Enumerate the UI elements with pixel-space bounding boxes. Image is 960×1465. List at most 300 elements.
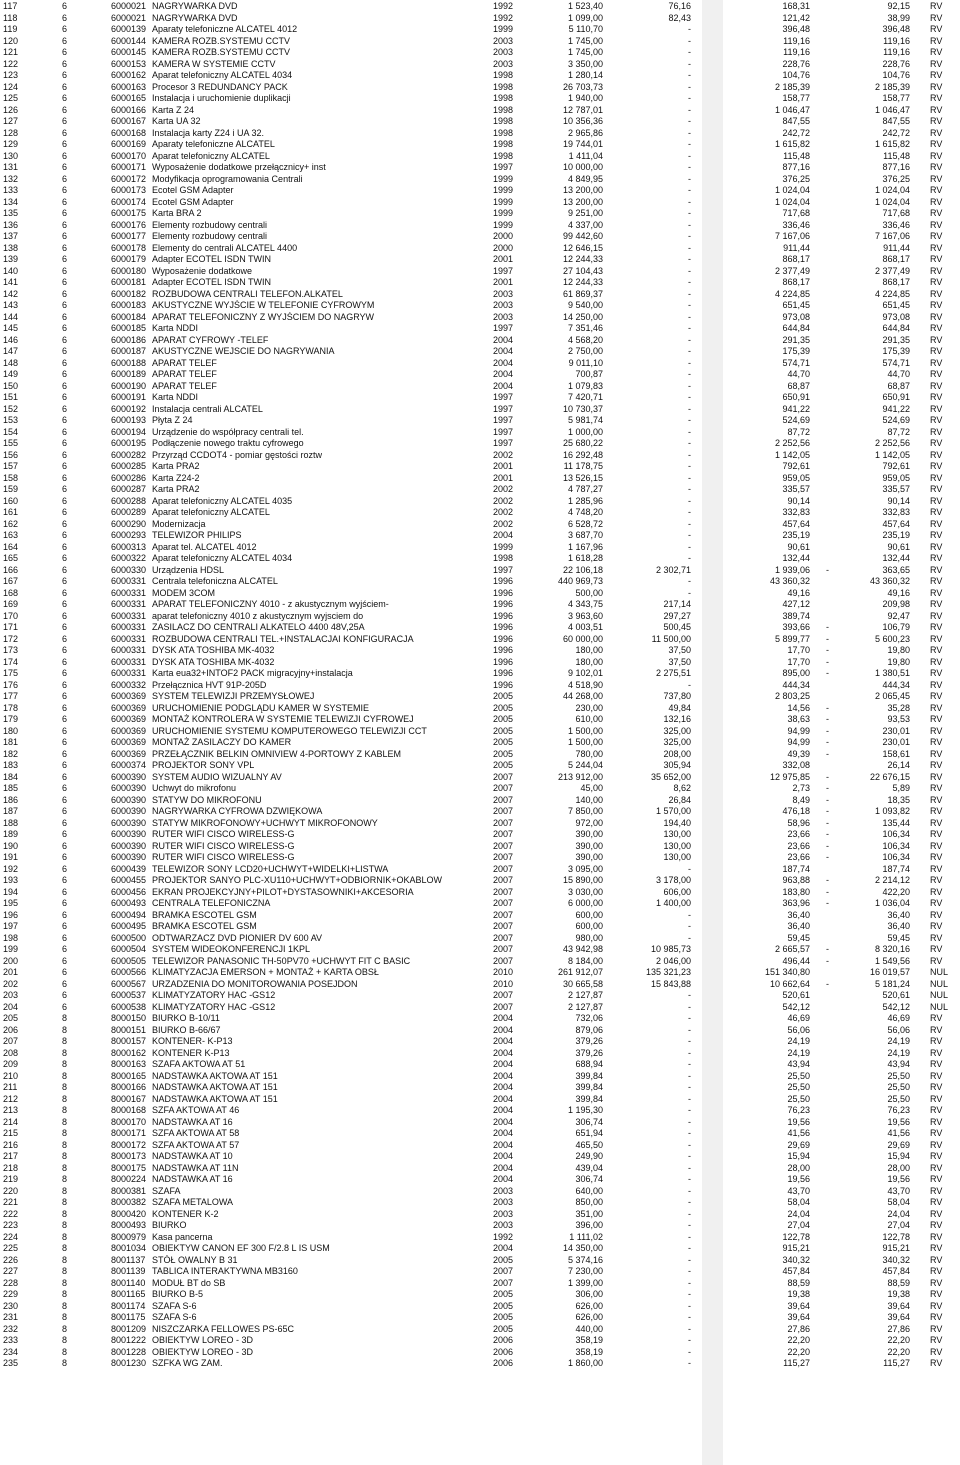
net-value: 17,70: [787, 645, 810, 655]
status-flag: RV: [930, 691, 943, 701]
inventory-code: 6000493: [111, 898, 147, 908]
result-value: 24,19: [887, 1036, 910, 1046]
initial-value: 732,06: [575, 1013, 603, 1023]
inventory-code: 8000173: [111, 1151, 147, 1161]
table-row: [0, 243, 960, 255]
table-row: [0, 956, 960, 968]
net-value: 2 377,49: [774, 265, 810, 276]
acquisition-year: 2001: [493, 472, 514, 483]
result-value: 868,17: [882, 254, 910, 264]
table-row: [0, 726, 960, 738]
status-flag: RV: [930, 645, 943, 655]
net-value: 22,20: [787, 1335, 810, 1345]
acquisition-year: 2007: [493, 955, 514, 966]
status-flag: RV: [930, 150, 943, 161]
status-flag: RV: [930, 334, 943, 345]
asset-name: aparat telefoniczny 4010 z akustycznym wyjsciem do: [152, 610, 364, 621]
asset-name: Karta UA 32: [152, 116, 201, 126]
asset-name: MODUŁ BT do SB: [152, 1277, 226, 1288]
net-value: 122,78: [782, 1231, 810, 1242]
inventory-code: 6000163: [111, 81, 147, 92]
result-value: 376,25: [882, 173, 910, 184]
acquisition-year: 1996: [493, 599, 514, 609]
result-value: 58,04: [887, 1197, 910, 1207]
inventory-code: 6000288: [111, 495, 147, 506]
asset-name: Aparat telefoniczny ALCATEL: [152, 150, 270, 161]
initial-value: 8 184,00: [567, 955, 603, 966]
result-value: 422,20: [882, 886, 910, 897]
result-value: 92,47: [887, 610, 910, 621]
result-value: 235,19: [882, 530, 910, 540]
net-value: 19,56: [787, 1174, 810, 1184]
depreciation-value: -: [688, 70, 691, 80]
depreciation-value: 10 985,73: [650, 944, 691, 954]
initial-value: 780,00: [575, 748, 603, 759]
inventory-code: 6000021: [111, 12, 147, 23]
acquisition-year: 2004: [493, 1116, 514, 1127]
initial-value: 500,00: [575, 587, 603, 598]
depreciation-value: -: [688, 139, 691, 149]
table-row: [0, 1082, 960, 1094]
acquisition-year: 2000: [493, 242, 514, 253]
asset-name: SYSTEM TELEWIZJI PRZEMYSŁOWEJ: [152, 691, 315, 701]
initial-value: 140,00: [575, 794, 603, 805]
initial-value: 5 374,16: [567, 1254, 603, 1265]
depreciation-value: -: [688, 449, 691, 460]
inventory-code: 6000331: [111, 587, 147, 598]
result-value: 457,64: [882, 518, 910, 529]
net-value: 36,40: [787, 909, 810, 920]
result-value: 25,50: [887, 1093, 910, 1104]
initial-value: 45,00: [580, 783, 603, 793]
table-row: [0, 415, 960, 427]
table-row: [0, 1117, 960, 1129]
group-code: 6: [62, 852, 68, 862]
net-value: 389,74: [782, 610, 810, 621]
table-row: [0, 1255, 960, 1267]
acquisition-year: 1998: [493, 70, 514, 80]
result-value: 115,48: [883, 150, 910, 161]
result-value: 43 360,32: [869, 576, 910, 586]
table-row: [0, 1301, 960, 1313]
status-flag: RV: [930, 1116, 943, 1127]
result-value: 847,55: [882, 116, 910, 126]
result-value: 44,70: [887, 369, 910, 379]
acquisition-year: 2005: [493, 702, 514, 713]
asset-name: KLIMATYZATORY HAC -GS12: [152, 1001, 276, 1012]
sign-marker: -: [826, 978, 829, 989]
status-flag: RV: [930, 1277, 943, 1288]
initial-value: 4 849,95: [567, 173, 603, 184]
status-flag: RV: [930, 1185, 943, 1196]
net-value: 12 975,85: [769, 771, 810, 782]
group-code: 6: [62, 208, 68, 218]
table-row: [0, 611, 960, 623]
acquisition-year: 2004: [493, 1047, 514, 1058]
asset-name: Przełącznica HVT 91P-205D: [152, 679, 267, 690]
depreciation-value: -: [688, 173, 691, 184]
result-value: 4 224,85: [874, 288, 910, 299]
group-code: 8: [62, 1116, 68, 1127]
net-value: 49,39: [787, 748, 810, 759]
group-code: 8: [62, 1197, 68, 1207]
asset-name: BRAMKA ESCOTEL GSM: [152, 909, 257, 920]
depreciation-value: 82,43: [668, 12, 691, 23]
table-row: [0, 185, 960, 197]
net-value: 187,74: [782, 863, 810, 874]
net-value: 340,32: [782, 1254, 810, 1265]
asset-name: TELEWIZOR SONY LCD20+UCHWYT+WIDELKI+LISTWA: [152, 863, 389, 874]
acquisition-year: 2004: [493, 530, 514, 540]
status-flag: RV: [930, 1346, 943, 1357]
depreciation-value: 11 500,00: [651, 633, 691, 644]
inventory-code: 6000282: [111, 449, 147, 460]
depreciation-value: -: [688, 357, 691, 368]
net-value: 644,84: [782, 323, 810, 333]
initial-value: 850,00: [575, 1197, 603, 1207]
group-code: 6: [62, 679, 68, 690]
status-flag: RV: [930, 1300, 943, 1311]
initial-value: 1 099,00: [567, 12, 603, 23]
inventory-code: 6000170: [111, 150, 147, 161]
inventory-code: 6000456: [111, 886, 147, 897]
result-value: 39,64: [887, 1300, 910, 1311]
status-flag: RV: [930, 760, 943, 770]
initial-value: 12 244,33: [562, 254, 603, 264]
depreciation-value: -: [688, 1208, 691, 1219]
asset-name: SZAFA METALOWA: [152, 1197, 234, 1207]
row-number: 163: [3, 530, 19, 540]
inventory-code: 6000180: [111, 265, 147, 276]
initial-value: 14 350,00: [562, 1243, 603, 1253]
initial-value: 3 030,00: [567, 886, 603, 897]
net-value: 332,08: [782, 760, 810, 770]
group-code: 8: [62, 1082, 68, 1092]
asset-name: Wyposażenie dodatkowe przełącznicy+ inst: [152, 162, 326, 172]
inventory-code: 6000189: [111, 369, 147, 379]
acquisition-year: 2007: [493, 886, 514, 897]
asset-name: Aparat telefoniczny ALCATEL 4034: [152, 70, 293, 80]
net-value: 868,17: [782, 277, 810, 287]
net-value: 524,69: [782, 415, 810, 425]
depreciation-value: -: [688, 1036, 691, 1046]
table-row: [0, 588, 960, 600]
asset-name: RUTER WIFI CISCO WIRELESS-G: [152, 840, 295, 851]
depreciation-value: 130,00: [663, 852, 691, 862]
acquisition-year: 1996: [493, 633, 514, 644]
status-flag: RV: [930, 863, 943, 874]
result-value: 22,20: [887, 1346, 910, 1357]
group-code: 8: [62, 1266, 68, 1276]
acquisition-year: 2007: [493, 909, 514, 920]
group-code: 8: [62, 1139, 68, 1150]
status-flag: RV: [930, 1139, 943, 1150]
row-number: 166: [3, 564, 19, 575]
initial-value: 640,00: [575, 1185, 603, 1196]
result-value: 43,94: [887, 1059, 910, 1069]
group-code: 6: [62, 288, 68, 299]
result-value: 230,01: [882, 725, 910, 736]
row-number: 142: [3, 288, 19, 299]
sign-marker: -: [826, 806, 829, 816]
net-value: 39,64: [787, 1300, 810, 1311]
group-code: 6: [62, 978, 68, 989]
depreciation-value: -: [688, 461, 691, 471]
result-value: 119,16: [883, 35, 910, 46]
acquisition-year: 2004: [493, 369, 514, 379]
acquisition-year: 2007: [493, 944, 514, 954]
acquisition-year: 2002: [493, 507, 514, 517]
initial-value: 439,04: [575, 1162, 603, 1173]
row-number: 226: [3, 1254, 19, 1265]
result-value: 46,69: [887, 1013, 910, 1023]
net-value: 228,76: [782, 58, 810, 69]
row-number: 119: [3, 24, 18, 34]
sign-marker: -: [826, 944, 829, 954]
table-row: [0, 1071, 960, 1083]
acquisition-year: 2005: [493, 714, 514, 724]
depreciation-value: -: [688, 495, 691, 506]
initial-value: 60 000,00: [562, 633, 603, 644]
status-flag: RV: [930, 806, 943, 816]
row-number: 169: [3, 599, 19, 609]
depreciation-value: -: [688, 530, 691, 540]
depreciation-value: -: [688, 1082, 691, 1092]
initial-value: 390,00: [575, 840, 603, 851]
result-value: 520,61: [882, 990, 910, 1000]
asset-name: MONTAŻ ZASILACZY DO KAMER: [152, 737, 292, 747]
table-row: [0, 841, 960, 853]
depreciation-value: -: [688, 679, 691, 690]
group-code: 8: [62, 1220, 68, 1230]
row-number: 213: [3, 1105, 19, 1115]
initial-value: 43 942,98: [562, 944, 603, 954]
acquisition-year: 1996: [493, 645, 514, 655]
net-value: 717,68: [782, 208, 810, 218]
depreciation-value: -: [688, 1254, 691, 1265]
initial-value: 2 127,87: [567, 990, 603, 1000]
inventory-code: 8001230: [111, 1358, 147, 1368]
acquisition-year: 1997: [493, 392, 514, 402]
inventory-code: 6000178: [111, 242, 147, 253]
inventory-code: 8001228: [111, 1346, 147, 1357]
group-code: 6: [62, 196, 68, 207]
acquisition-year: 2004: [493, 1059, 514, 1069]
status-flag: RV: [930, 311, 943, 322]
net-value: 115,27: [783, 1358, 810, 1368]
net-value: 520,61: [782, 990, 810, 1000]
row-number: 212: [3, 1093, 19, 1104]
asset-name: KONTENER K-2: [152, 1208, 219, 1219]
depreciation-value: -: [688, 541, 691, 552]
initial-value: 9 011,10: [568, 357, 603, 368]
sign-marker: -: [826, 748, 829, 759]
result-value: 5 600,23: [874, 633, 910, 644]
net-value: 2 185,39: [774, 81, 810, 92]
group-code: 6: [62, 139, 68, 149]
asset-name: KONTENER K-P13: [152, 1047, 230, 1058]
depreciation-value: -: [688, 185, 691, 195]
initial-value: 358,19: [575, 1335, 603, 1345]
status-flag: RV: [930, 829, 943, 839]
group-code: 6: [62, 702, 68, 713]
group-code: 6: [62, 449, 68, 460]
acquisition-year: 2005: [493, 760, 514, 770]
net-value: 68,87: [787, 380, 810, 391]
net-value: 90,61: [787, 541, 810, 552]
inventory-code: 6000289: [111, 507, 147, 517]
acquisition-year: 1999: [493, 541, 514, 552]
result-value: 524,69: [882, 415, 910, 425]
acquisition-year: 2004: [493, 1036, 514, 1046]
inventory-code: 6000165: [111, 93, 147, 103]
row-number: 183: [3, 760, 19, 770]
table-row: [0, 335, 960, 347]
result-value: 43,70: [887, 1185, 910, 1196]
depreciation-value: -: [688, 1335, 691, 1345]
depreciation-value: -: [688, 1197, 691, 1207]
acquisition-year: 2003: [493, 1220, 514, 1230]
asset-name: ZASILACZ DO CENTRALI ALKATELO 4400 48V,25A: [152, 622, 365, 632]
depreciation-value: -: [688, 518, 691, 529]
table-row: [0, 323, 960, 335]
group-code: 6: [62, 369, 68, 379]
net-value: 15,94: [787, 1151, 810, 1161]
asset-name: Karta BRA 2: [152, 208, 202, 218]
row-number: 138: [3, 242, 19, 253]
acquisition-year: 2004: [493, 334, 514, 345]
inventory-code: 6000374: [111, 760, 147, 770]
asset-name: RUTER WIFI CISCO WIRELESS-G: [152, 852, 295, 862]
row-number: 123: [3, 70, 19, 80]
inventory-code: 6000139: [111, 24, 147, 34]
group-code: 6: [62, 955, 68, 966]
acquisition-year: 1998: [493, 93, 514, 103]
inventory-code: 8000175: [111, 1162, 147, 1173]
status-flag: RV: [930, 242, 943, 253]
group-code: 6: [62, 472, 68, 483]
table-row: [0, 277, 960, 289]
asset-name: DYSK ATA TOSHIBA MK-4032: [152, 645, 275, 655]
depreciation-value: 130,00: [663, 829, 691, 839]
result-value: 135,44: [882, 817, 910, 828]
acquisition-year: 2005: [493, 1254, 514, 1265]
result-value: 24,04: [887, 1208, 910, 1219]
table-row: [0, 358, 960, 370]
depreciation-value: -: [688, 990, 691, 1000]
initial-value: 399,84: [575, 1070, 603, 1081]
acquisition-year: 2007: [493, 898, 514, 908]
acquisition-year: 1996: [493, 656, 514, 667]
row-number: 171: [3, 622, 19, 632]
asset-name: Karta Z 24: [152, 104, 195, 115]
depreciation-value: -: [688, 162, 691, 172]
inventory-code: 6000182: [111, 288, 147, 299]
table-row: [0, 645, 960, 657]
group-code: 8: [62, 1174, 68, 1184]
sign-marker: -: [826, 829, 829, 839]
group-code: 8: [62, 1323, 68, 1334]
depreciation-value: -: [688, 484, 691, 494]
row-number: 145: [3, 323, 19, 333]
status-flag: RV: [930, 921, 943, 931]
inventory-code: 6000390: [111, 771, 147, 782]
result-value: 158,77: [882, 93, 910, 103]
table-row: [0, 634, 960, 646]
inventory-code: 6000188: [111, 357, 147, 368]
result-value: 28,00: [887, 1162, 910, 1173]
depreciation-value: -: [688, 1047, 691, 1058]
status-flag: RV: [930, 1036, 943, 1046]
row-number: 202: [3, 978, 19, 989]
table-row: [0, 151, 960, 163]
inventory-code: 8001137: [111, 1254, 146, 1265]
row-number: 206: [3, 1024, 19, 1035]
result-value: 574,71: [882, 357, 910, 368]
acquisition-year: 1999: [493, 208, 514, 218]
asset-name: APARAT TELEF: [152, 380, 217, 391]
asset-name: KAMERA ROZB.SYSTEMU CCTV: [152, 47, 291, 57]
acquisition-year: 2007: [493, 921, 514, 931]
initial-value: 1 280,14: [567, 70, 603, 80]
row-number: 155: [3, 438, 19, 448]
acquisition-year: 1999: [493, 185, 514, 195]
table-row: [0, 1094, 960, 1106]
acquisition-year: 2004: [493, 1139, 514, 1150]
sign-marker: -: [826, 817, 829, 828]
inventory-code: 6000390: [111, 829, 147, 839]
depreciation-value: -: [688, 93, 691, 103]
depreciation-value: -: [688, 1070, 691, 1081]
initial-value: 972,00: [575, 817, 603, 828]
inventory-code: 6000500: [111, 932, 147, 943]
inventory-code: 6000162: [111, 70, 147, 80]
group-code: 6: [62, 806, 68, 816]
initial-value: 688,94: [575, 1059, 603, 1069]
status-flag: RV: [930, 47, 943, 57]
row-number: 209: [3, 1059, 19, 1069]
status-flag: RV: [930, 438, 943, 448]
inventory-code: 6000186: [111, 334, 147, 345]
depreciation-value: -: [688, 47, 691, 57]
initial-value: 22 106,18: [562, 564, 603, 575]
initial-value: 7 420,71: [567, 392, 603, 402]
initial-value: 10 730,37: [562, 403, 603, 414]
inventory-code: 6000193: [111, 415, 147, 425]
status-flag: RV: [930, 1047, 943, 1058]
status-flag: RV: [930, 426, 943, 437]
acquisition-year: 2007: [493, 1277, 514, 1288]
group-code: 8: [62, 1185, 68, 1196]
depreciation-value: 606,00: [663, 886, 691, 897]
asset-name: Urządzenia HDSL: [152, 564, 225, 575]
asset-name: SZFA AKTOWA AT 57: [152, 1139, 240, 1150]
initial-value: 626,00: [575, 1312, 603, 1322]
net-value: 14,56: [787, 702, 810, 713]
acquisition-year: 1999: [493, 196, 514, 207]
acquisition-year: 2006: [493, 1335, 514, 1345]
acquisition-year: 2004: [493, 1105, 514, 1115]
table-row: [0, 484, 960, 496]
depreciation-value: 325,00: [663, 725, 691, 736]
row-number: 180: [3, 725, 19, 736]
status-flag: RV: [930, 346, 943, 356]
status-flag: RV: [930, 277, 943, 287]
sign-marker: -: [826, 633, 829, 644]
row-number: 187: [3, 806, 19, 816]
result-value: 106,79: [882, 622, 910, 632]
acquisition-year: 2004: [493, 1128, 514, 1138]
